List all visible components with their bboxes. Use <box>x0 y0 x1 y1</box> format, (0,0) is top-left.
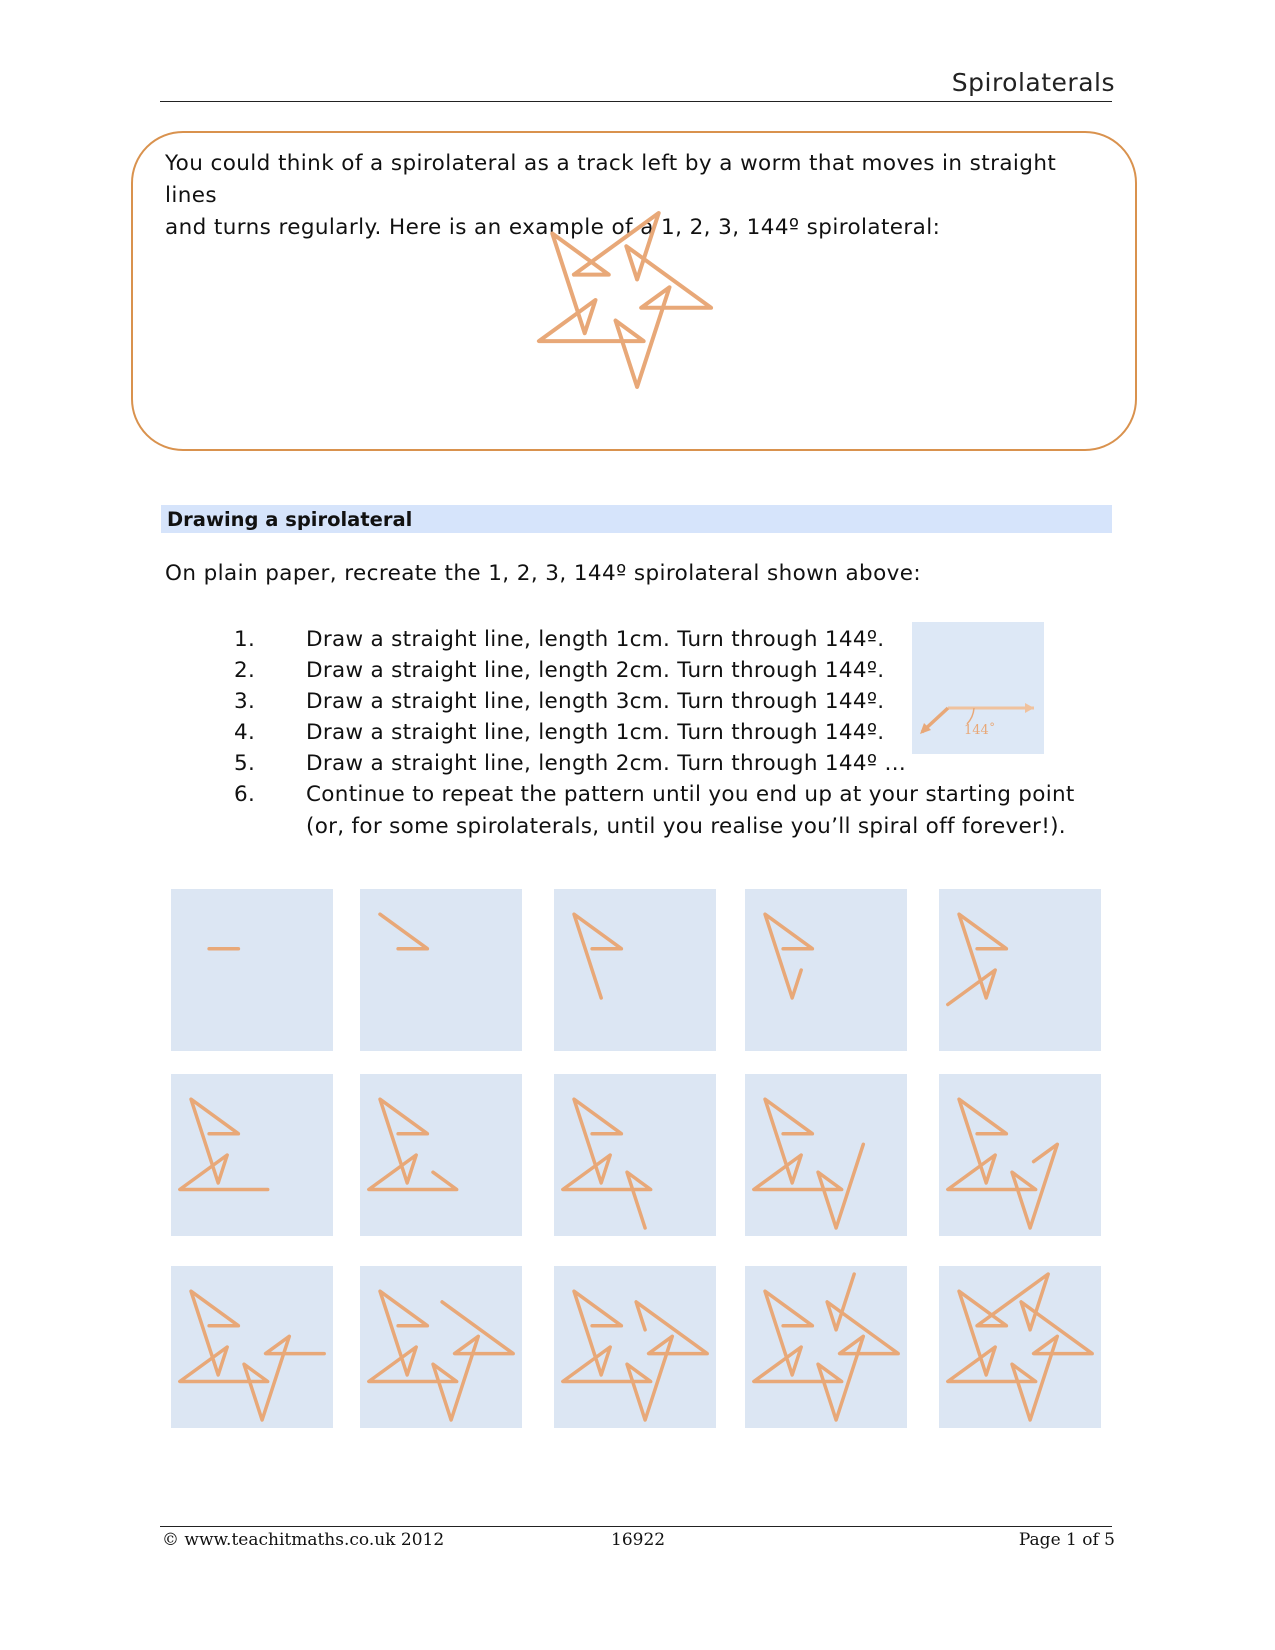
spirolateral-path <box>180 1291 324 1420</box>
header-rule <box>160 101 1112 102</box>
footer-page-number: Page 1 of 5 <box>1018 1530 1115 1550</box>
spirolateral-path <box>539 213 711 387</box>
stage-tile <box>554 1266 716 1428</box>
stage-drawing <box>745 889 907 1051</box>
stage-tile <box>745 1074 907 1236</box>
step-number: 1. <box>234 627 256 652</box>
stage-drawing <box>360 889 522 1051</box>
spirolateral-path <box>369 1291 513 1420</box>
angle-diagram-svg <box>912 622 1044 754</box>
stage-tile <box>360 889 522 1051</box>
angle-arc <box>967 708 974 724</box>
step-number: 5. <box>234 751 256 776</box>
step-text: Draw a straight line, length 1cm. Turn through 144º. <box>306 627 885 652</box>
spirolateral-path <box>948 1274 1092 1420</box>
step-number: 3. <box>234 689 256 714</box>
stage-tile <box>360 1266 522 1428</box>
section-header-bar <box>161 505 1112 533</box>
spirolateral-path <box>754 1099 864 1228</box>
stage-tile <box>745 1266 907 1428</box>
footer-copyright: © www.teachitmaths.co.uk 2012 <box>162 1530 445 1550</box>
stage-tile <box>745 889 907 1051</box>
step-text: Draw a straight line, length 1cm. Turn through 144º. <box>306 720 885 745</box>
section-title: Drawing a spirolateral <box>167 508 413 531</box>
stage-drawing <box>745 1266 907 1428</box>
forward-arrowhead-icon <box>1025 703 1034 713</box>
stage-drawing <box>554 1074 716 1236</box>
footer-doc-id: 16922 <box>611 1530 666 1550</box>
spirolateral-path <box>754 1274 898 1420</box>
spirolateral-path <box>380 914 427 949</box>
stage-drawing <box>745 1074 907 1236</box>
instructions-lead: On plain paper, recreate the 1, 2, 3, 144º spirolateral shown above: <box>165 561 922 586</box>
stage-drawing <box>360 1074 522 1236</box>
spirolateral-path <box>765 914 812 998</box>
stage-tile <box>554 1074 716 1236</box>
spirolateral-path <box>563 1099 651 1228</box>
stage-drawing <box>554 889 716 1051</box>
stage-drawing <box>360 1266 522 1428</box>
stage-tile <box>171 889 333 1051</box>
step-text: Draw a straight line, length 2cm. Turn through 144º … <box>306 751 907 776</box>
intro-line-1: You could think of a spirolateral as a track left by a worm that moves in straight lines <box>165 151 1057 208</box>
intro-line-2: and turns regularly. Here is an example of a 1, 2, 3, 144º spirolateral: <box>165 215 941 240</box>
example-spirolateral-image <box>530 205 720 395</box>
spirolateral-path <box>948 914 1007 1004</box>
stage-tile <box>171 1266 333 1428</box>
stage-tile <box>554 889 716 1051</box>
stage-tile <box>939 1266 1101 1428</box>
stage-drawing <box>171 889 333 1051</box>
step-number: 4. <box>234 720 256 745</box>
spirolateral-path <box>563 1291 707 1420</box>
step-text: Continue to repeat the pattern until you end up at your starting point (or, for some spirolaterals, until you realise you’ll spiral off forever!). <box>306 782 1075 839</box>
step-number: 2. <box>234 658 256 683</box>
stage-drawing <box>171 1074 333 1236</box>
spirolateral-path <box>369 1099 457 1189</box>
stage-tile <box>360 1074 522 1236</box>
angle-label: 144˚ <box>964 723 996 738</box>
page-header-title: Spirolaterals <box>951 68 1115 97</box>
stage-drawing <box>171 1266 333 1428</box>
angle-diagram <box>912 622 1044 754</box>
stage-drawing <box>939 1266 1101 1428</box>
stage-tile <box>939 1074 1101 1236</box>
spirolateral-path <box>948 1099 1058 1228</box>
spirolateral-path <box>574 914 621 998</box>
stage-tile <box>939 889 1101 1051</box>
step-text: Draw a straight line, length 2cm. Turn through 144º. <box>306 658 885 683</box>
stage-tile <box>171 1074 333 1236</box>
step-text: Draw a straight line, length 3cm. Turn through 144º. <box>306 689 885 714</box>
footer-rule <box>160 1526 1112 1527</box>
stage-drawing <box>939 889 1101 1051</box>
stage-drawing <box>554 1266 716 1428</box>
spirolateral-path <box>180 1099 268 1189</box>
step-number: 6. <box>234 782 256 807</box>
stage-drawing <box>939 1074 1101 1236</box>
